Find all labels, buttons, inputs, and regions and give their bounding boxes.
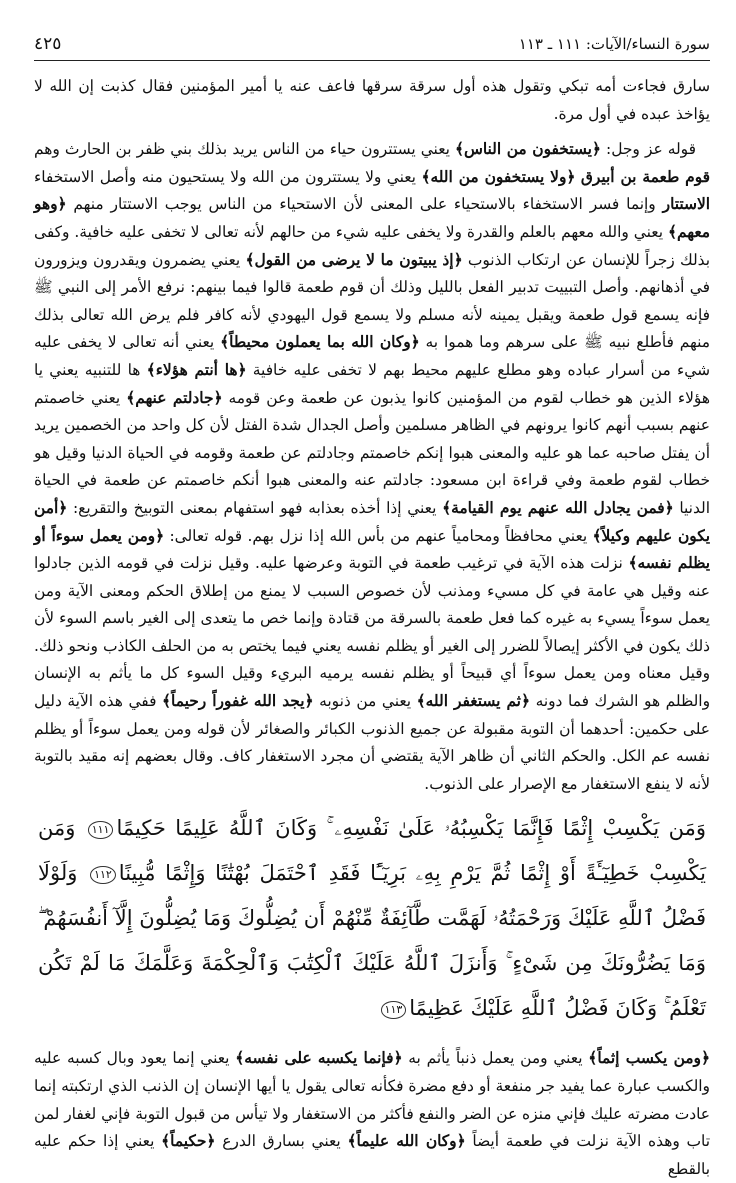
quoted-verse: ﴿يستخفون من الناس﴾ [455, 140, 601, 159]
verse-112: وَمَن يَكْسِبْ خَطِيٓـَٔةً أَوْ إِثْمًا ثُمَّ يَرْمِ بِهِۦ بَرِيٓـًٔا فَقَدِ ٱحْتَمَلَ بُهْتَٰنًا وَإِثْمًا مُّبِينًا [38, 816, 706, 886]
quoted-verse: ﴿حكيماً﴾ [161, 1132, 216, 1151]
quoted-verse: ﴿وهو معهم﴾ [34, 195, 710, 241]
verse-number-112: ١١٢ [90, 866, 116, 884]
quoted-verse: ﴿ها أنتم هؤلاء﴾ [146, 360, 247, 379]
commentary-text-2 [34, 1045, 710, 1183]
bold-phrase: الاستتار [662, 195, 710, 214]
page-number: ٤٢٥ [34, 34, 62, 54]
paragraph-2: قوله عز وجل: ﴿يستخفون من الناس﴾ يعني يستترون حياء من الناس يريد بذلك بني ظفر بن الحارث وهم قوم طعمة بن أبيرق ﴿ولا يستخفون من الله﴾ يعني ولا يستترون من الله ولا يستحيون منه وأصل الاستخفاء الاستتار وإنما فسر الاستخفاء بالاستحياء على المعنى لأن الاستحياء من الناس يوجب الاستتار منهم ﴿وهو معهم﴾ يعني والله معهم بالعلم والقدرة ولا يخفى عليه شيء من حالهم لأنه تعالى لا تخفى عليه خافية. وكفى بذلك زجراً للإنسان عن ارتكاب الذنوب ﴿إذ يبيتون ما لا يرضى من القول﴾ يعني يضمرون ويقدرون ويزورون في أذهانهم. وأصل التبييت تدبير الفعل بالليل وذلك أن قوم طعمة قالوا فيما بينهم: نرفع الأمر إلى النبي ﷺ فإنه يسمع قول طعمة ويقبل يمينه لأنه مسلم ولا يسمع قول اليهودي لأنه كافر فلم يرض الله تعالى بذلك منهم فأطلع نبيه ﷺ على سرهم وما هموا به ﴿وكان الله بما يعملون محيطاً﴾ يعني أنه تعالى لا يخفى عليه شيء من أسرار عباده وهو مطلع عليهم محيط بهم لا تخفى عليه خافية ﴿ها أنتم هؤلاء﴾ ها للتنبيه يعني يا هؤلاء الذين هو خطاب لقوم من المؤمنين كانوا يذبون عن طعمة وعن قومه ﴿جادلتم عنهم﴾ يعني خاصمتم عنهم بسبب أنهم كانوا يرونهم في الظاهر مسلمين وأصل الجدال شدة الفتل لأن كل واحد من الخصمين يريد أن يفتل صاحبه عما هو عليه والمعنى هبوا إنكم خاصمتم وجادلتم عن طعمة وقومه في الحياة الدنيا وقيل هو خطاب لقوم طعمة وفي قراءة ابن مسعود: جادلتم عنه والمعنى هبوا أنكم خاصمتم عن طعمة في الحياة الدنيا ﴿فمن يجادل الله عنهم يوم القيامة﴾ يعني إذا أخذه بعذابه فهو استفهام بمعنى التوبيخ والتقريع: ﴿أمن يكون عليهم وكيلاً﴾ يعني محافظاً ومحامياً عنهم من بأس الله إذا نزل بهم. قوله تعالى: ﴿ومن يعمل سوءاً أو يظلم نفسه﴾ نزلت هذه الآية في ترغيب طعمة في التوبة وعرضها عليه. وقيل نزلت في قومه الذين جادلوا عنه وقيل هي عامة في كل مسيء ومذنب لأن خصوص السبب لا يمنع من إطلاق الحكم ومعنى الآية ومن يعمل سوءاً يسيء به غيره كما فعل طعمة بالسرقة من قتادة وإنما خص ما يتعدى إلى الغير باسم السوء لأن ذلك يكون في الأكثر إيصالاً للضرر إلى الغير أو يظلم نفسه يعني فيما يختص به من الحلف الكاذب ونحو ذلك. وقيل معناه ومن يعمل سوءاً أي قبيحاً أو يظلم نفسه يرميه البريء وقيل السوء كل ما يأثم به الإنسان والظلم هو الشرك فما دونه ﴿ثم يستغفر الله﴾ يعني من ذنوبه ﴿يجد الله غفوراً رحيماً﴾ ففي هذه الآية دليل على حكمين: أحدهما أن التوبة مقبولة عن جميع الذنوب الكبائر والصغائر لأن قوله ومن يعمل سوءاً أو يظلم نفسه عم الكل. والحكم الثاني أن ظاهر الآية يقتضي أن مجرد الاستغفار كاف. وقال بعضهم إنه مقيد بالتوبة لأنه لا ينفع الاستغفار مع الإصرار على الذنوب. [34, 140, 711, 793]
verse-number-111: ١١١ [88, 821, 114, 839]
quoted-verse: ﴿وكان الله بما يعملون محيطاً﴾ [220, 333, 420, 352]
verse-111: وَمَن يَكْسِبْ إِثْمًا فَإِنَّمَا يَكْسِبُهُۥ عَلَىٰ نَفْسِهِۦ ۚ وَكَانَ ٱللَّهُ عَلِيمًا حَكِيمًا [116, 816, 706, 841]
running-title: سورة النساء/الآيات: ١١١ ـ ١١٣ [518, 35, 710, 53]
quoted-verse: ﴿أمن يكون عليهم وكيلاً﴾ [34, 498, 710, 545]
quoted-verse: ﴿ومن يعمل سوءاً أو يظلم نفسه﴾ [34, 526, 710, 573]
book-page [34, 34, 711, 1178]
quoted-verse: ﴿فمن يجادل الله عنهم يوم القيامة﴾ [442, 498, 674, 517]
quoted-verse: ﴿إذ يبيتون ما لا يرضى من القول﴾ [245, 250, 463, 269]
verse-113: وَلَوْلَا فَضْلُ ٱللَّهِ عَلَيْكَ وَرَحْمَتُهُۥ لَهَمَّت طَّآئِفَةٌ مِّنْهُمْ أَن يُضِلُّوكَ وَمَا يُضِلُّونَ إِلَّآ أَنفُسَهُمْ ۖ وَمَا يَضُرُّونَكَ مِن شَىْءٍ ۚ وَأَنزَلَ ٱللَّهُ عَلَيْكَ ٱلْكِتَٰبَ وَٱلْحِكْمَةَ وَعَلَّمَكَ مَا لَمْ تَكُن تَعْلَمُ ۚ وَكَانَ فَضْلُ ٱللَّهِ عَلَيْكَ عَظِيمًا [38, 861, 706, 1021]
paragraph-1: سارق فجاءت أمه تبكي وتقول هذه أول سرقة سرقها فاعف عنه يا أمير المؤمنين فقال كذبت إن الله لا يؤاخذ عبده في أول مرة. [34, 77, 710, 123]
commentary-text [34, 73, 710, 798]
page-header [34, 34, 710, 58]
verse-number-113: ١١٣ [381, 1001, 407, 1019]
quoted-verse: ﴿فإنما يكسبه على نفسه﴾ [235, 1049, 403, 1068]
quoted-verse: ﴿ولا يستخفون من الله﴾ [421, 167, 576, 186]
quoted-verse: ﴿جادلتم عنهم﴾ [126, 388, 223, 407]
quoted-verse: ﴿ومن يكسب إثماً﴾ [588, 1049, 710, 1068]
header-rule [34, 60, 710, 61]
quoted-verse: ﴿يجد الله غفوراً رحيماً﴾ [162, 692, 314, 711]
bold-phrase: قوم طعمة بن أبيرق [580, 167, 711, 186]
quran-verses-block [34, 806, 710, 1031]
quoted-verse: ﴿ثم يستغفر الله﴾ [416, 692, 530, 711]
paragraph-3: ﴿ومن يكسب إثماً﴾ يعني ومن يعمل ذنباً يأثم به ﴿فإنما يكسبه على نفسه﴾ يعني إنما يعود وبال كسبه عليه والكسب عبارة عما يفيد جر منفعة أو دفع مضرة فكأنه تعالى يقول يا أيها الإنسان إن الذنب الذي ارتكبته إنما عادت مضرته عليك فإني منزه عن الضر والنفع فأكثر من الاستغفار ولا تيأس من قبول التوبة فإني لغفار لمن تاب وهذه الآية نزلت في طعمة أيضاً ﴿وكان الله عليماً﴾ يعني بسارق الدرع ﴿حكيماً﴾ يعني إذا حكم عليه بالقطع [34, 1049, 710, 1178]
quoted-verse: ﴿وكان الله عليماً﴾ [347, 1132, 466, 1151]
